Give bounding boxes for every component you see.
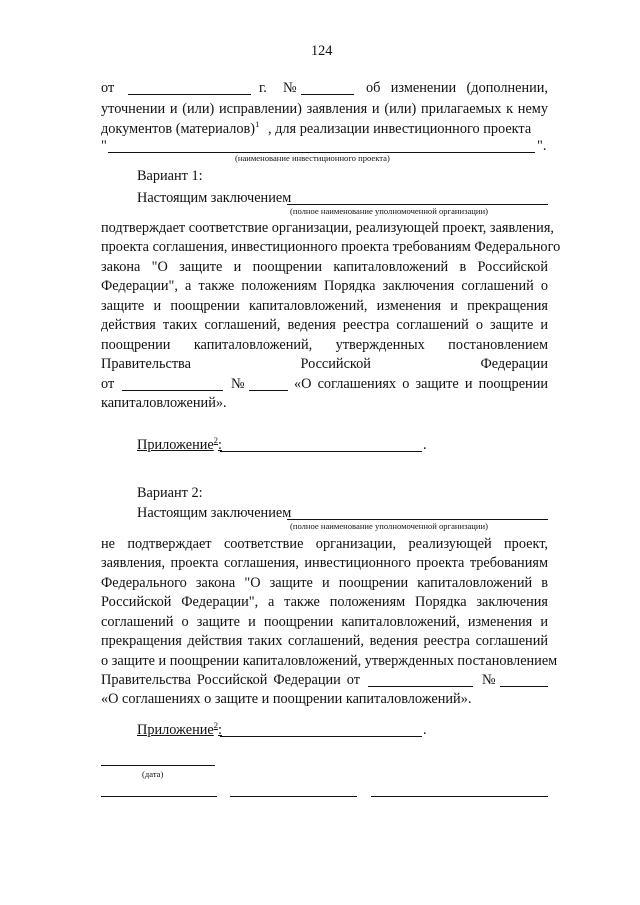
variant2-appendix-label: Приложение [137,722,214,738]
variant1-org-caption: (полное наименование уполномоченной организации) [290,206,488,216]
footnote-1: 1 [255,119,260,130]
signature-date-caption: (дата) [142,769,164,779]
variant1-number-sign: № [231,376,245,392]
variant2-line: соглашений о защите и поощрении капиталовложений, изменения и [101,614,548,630]
header-line1-text: об изменении (дополнении, [366,80,548,96]
variant1-appendix-field[interactable] [220,451,422,452]
variant2-line: Федерального закона "О защите и поощрении капиталовложений в [101,575,548,591]
variant1-line: действия таких соглашений, ведения реестра соглашений о защите и [101,317,548,333]
quote-close: ". [537,138,547,154]
variant2-org-field[interactable] [287,519,548,520]
variant2-intro: Настоящим заключением [137,505,292,521]
variant1-date-field[interactable] [122,390,223,391]
quote-open: " [101,138,107,154]
variant2-appendix-field[interactable] [220,736,422,737]
variant1-number-field[interactable] [249,390,288,391]
variant1-line: подтверждает соответствие организации, реализующей проект, заявления, [101,220,554,236]
variant2-gov-text: Правительства Российской Федерации от [101,672,360,688]
variant1-appendix-colon: : [217,437,222,453]
header-line3-start [101,119,260,137]
footnote-2: 2 [213,435,218,446]
header-line3-text: документов (материалов) [101,121,256,137]
variant1-line: поощрении капиталовложений, утвержденных постановлением [101,337,548,353]
variant1-line: закона "О защите и поощрении капиталовложений в Российской [101,259,548,275]
variant1-org-field[interactable] [287,204,548,205]
header-date-field[interactable] [128,94,251,95]
footnote-2-second: 2 [213,720,218,731]
variant1-appendix-end: . [423,437,427,453]
signature-sign-field[interactable] [230,796,357,797]
signature-date-field[interactable] [101,765,215,766]
project-name-caption: (наименование инвестиционного проекта) [235,153,390,163]
variant1-intro: Настоящим заключением [137,190,292,206]
variant2-line: Российской Федерации", а также положениям Порядка заключения [101,594,548,610]
variant2-number-sign: № [482,672,496,688]
variant2-appendix-end: . [423,722,427,738]
page-number: 124 [311,43,333,59]
variant2-appendix [137,720,222,738]
header-line3-tail: , для реализации инвестиционного проекта [268,121,532,137]
variant1-appendix [137,435,222,453]
variant2-line: заявления, проекта соглашения, инвестиционного проекта требованиям [101,555,548,571]
variant2-last-line: «О соглашениях о защите и поощрении капиталовложений». [101,691,472,707]
variant1-last-line: капиталовложений». [101,395,227,411]
header-from-label: от [101,80,115,96]
variant1-date-text: «О соглашениях о защите и поощрении [294,376,548,392]
variant1-line: Правительства Российской Федерации [101,356,548,372]
variant2-line: не подтверждает соответствие организации, реализующей проект, [101,536,548,552]
variant1-line: Федерации", а также положениям Порядка заключения соглашений о [101,278,548,294]
variant2-appendix-colon: : [217,722,222,738]
variant2-line: о защите и поощрении капиталовложений, утвержденных постановлением [101,653,558,669]
header-number-sign: № [283,80,297,96]
variant2-title: Вариант 2: [137,485,203,501]
signature-name-field[interactable] [371,796,548,797]
header-city-label: г. [259,80,267,96]
variant1-appendix-label: Приложение [137,437,214,453]
variant1-line: проекта соглашения, инвестиционного проекта требованиям Федерального [101,239,561,255]
header-line2: уточнении и (или) исправлении) заявления и (или) прилагаемых к нему [101,101,548,117]
variant1-title: Вариант 1: [137,168,203,184]
variant2-org-caption: (полное наименование уполномоченной организации) [290,521,488,531]
header-number-field[interactable] [301,94,354,95]
signature-position-field[interactable] [101,796,217,797]
variant2-line: прекращения действия таких соглашений, ведения реестра соглашений [101,633,548,649]
variant1-line: защите и поощрении капиталовложений, изменения и прекращения [101,298,548,314]
variant2-date-field[interactable] [368,686,473,687]
variant2-number-field[interactable] [500,686,548,687]
variant1-from-label: от [101,376,115,392]
